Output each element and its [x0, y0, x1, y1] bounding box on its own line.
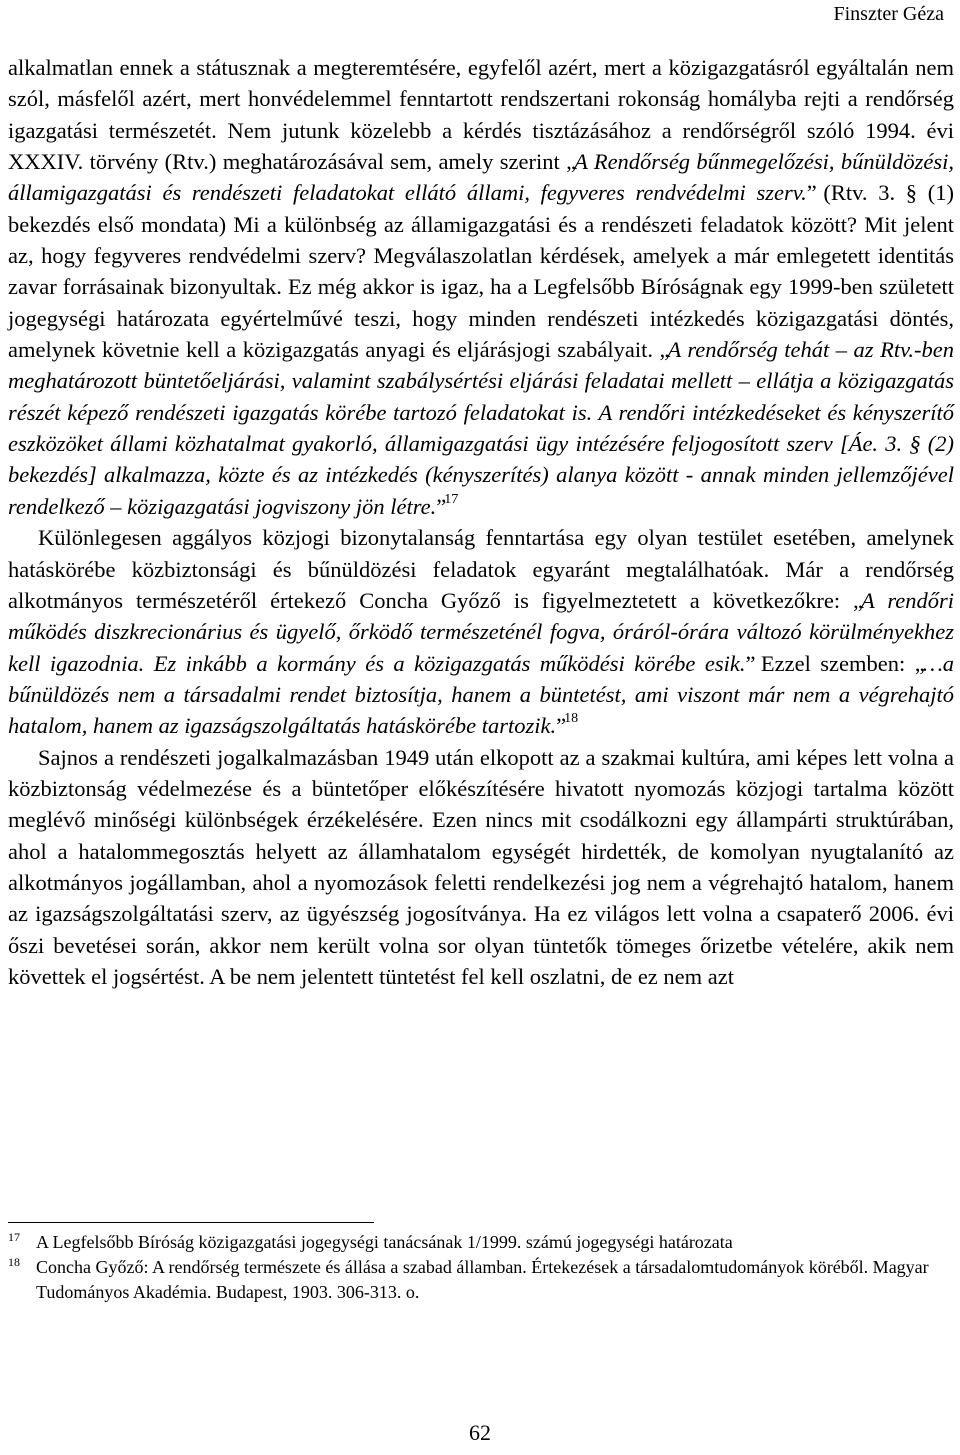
- paragraph: [8, 522, 954, 741]
- quoted-text: A rendőri működés diszkrecionárius és ügyelő, őrködő természeténél fogva, óráról-órára változó körülményekhez kell igazodnia. Ez inkább a kormány és a közigazgatás működési körébe esik.: [8, 587, 954, 676]
- quoted-text: …a bűnüldözés nem a társadalmi rendet biztosítja, hanem a büntetést, ami viszont már nem a végrehajtó hatalom, hanem az igazságszolgáltatás hatáskörébe tartozik.: [8, 650, 954, 739]
- footnote-separator: [8, 1222, 374, 1223]
- paragraph: [8, 742, 954, 993]
- page-number: 62: [469, 1420, 491, 1445]
- footnote-number: 17: [8, 1230, 20, 1244]
- quote-mark: „: [566, 149, 575, 175]
- running-header-author: Finszter Géza: [833, 3, 944, 25]
- footnote-17: [8, 1230, 954, 1255]
- body-text: [8, 52, 954, 992]
- quoted-text: A Rendőrség bűnmegelőzési, bűnüldözési, államigazgatási és rendészeti feladatokat ellátó állami, fegyveres rendvédelmi szerv.: [8, 149, 955, 206]
- text-run: Sajnos a rendészeti jogalkalmazásban 1949 után elkopott az a szakmai kultúra, ami képes lett volna a közbiztonság védelmezése és a büntetőper előkészítésére hivatott nyomozás közjogi tartalma között meglévő minőségi különbségek érzékelésére. Ezen nincs mit csodálkozni egy állampárti struktúrában, ahol a hatalommegosztás helyett az államhatalom egységét hirdették, de komolyan nyugtalanító az alkotmányos jogállamban, ahol a nyomozások feletti rendelkezési jog nem a végrehajtó hatalom, hanem az igazságszolgáltatási szerv, az ügyészség jogosítványa. Ha ez világos lett volna a csapaterő 2006. évi őszi bevetései során, akkor nem került volna sor olyan tüntetők tömeges őrizetbe vételére, akik nem követtek el jogsértést. A be nem jelentett tüntetést fel kell oszlatni, de ez nem azt: [8, 744, 954, 989]
- paragraph: [8, 52, 954, 522]
- quote-mark: „: [853, 587, 862, 613]
- quote-mark: ”: [556, 713, 565, 739]
- footnotes: [8, 1230, 954, 1305]
- footnote-18: [8, 1255, 954, 1305]
- text-run: alkalmatlan ennek a státusznak a megteremtésére, egyfelől azért, mert a közigazgatásról egyáltalán nem szól, másfelől azért, mert honvédelemmel fenntartott rendszertani rokonság homályba rejti a rendőrség igazgatási természetét. Nem jutunk közelebb a kérdés tisztázásához a rendőrségről szóló 1994. évi XXXIV. törvény (Rtv.) meghatározásával sem, amely szerint: [8, 55, 954, 175]
- quote-mark: ”: [806, 180, 824, 206]
- text-run: (Rtv. 3. § (1) bekezdés első mondata) Mi a különbség az államigazgatási és a rendészeti feladatok között? Mit jelent az, hogy fegyveres rendvédelmi szerv? Megválaszolatlan kérdések, amelyek a már emlegetett identitás zavar forrásainak bizonyultak. Ez még akkor is igaz, ha a Legfelsőbb Bíróságnak egy 1999-ben született jogegységi határozata egyértelművé teszi, hogy minden rendészeti intézkedés közigazgatási döntés, amelynek követnie kell a közigazgatás anyagi és eljárásjogi szabályait.: [8, 180, 954, 363]
- quoted-text: A rendőrség tehát – az Rtv.-ben meghatározott büntetőeljárási, valamint szabálysértési eljárási feladatai mellett – ellátja a közigazgatás részét képező rendészeti igazgatás körébe tartozó feladatokat is. A rendőri intézkedéseket és kényszerítő eszközöket állami közhatalmat gyakorló, államigazgatási ügy intézésére feljogosított szerv [Áe. 3. § (2) bekezdés] alkalmazza, közte és az intézkedés (kényszerítés) alanya között - annak minden jellemzőjével rendelkező – közigazgatási jogviszony jön létre.: [8, 337, 954, 519]
- quote-mark: ”: [745, 650, 761, 676]
- footnote-text: A Legfelsőbb Bíróság közigazgatási jogegységi tanácsának 1/1999. számú jogegységi határozata: [36, 1232, 733, 1252]
- text-run: Különlegesen aggályos közjogi bizonytalanság fenntartása egy olyan testület esetében, amelynek hatáskörébe közbiztonsági és bűnüldözési feladatok egyaránt megtalálhatóak. Már a rendőrség alkotmányos természetéről értekező Concha Győző is figyelmeztetett a következőkre:: [8, 525, 954, 613]
- footnote-text: Concha Győző: A rendőrség természete és állása a szabad államban. Értekezések a társadalomtudományok köréből. Magyar Tudományos Akadémia. Budapest, 1903. 306-313. o.: [36, 1257, 929, 1302]
- text-run: Ezzel szemben:: [760, 650, 915, 676]
- footnote-reference: 17: [444, 491, 459, 507]
- footnote-reference: 18: [564, 711, 579, 727]
- quote-mark: ”: [436, 493, 445, 519]
- quote-mark: „: [659, 337, 668, 363]
- footnote-number: 18: [8, 1255, 20, 1269]
- quote-mark: „: [914, 650, 923, 676]
